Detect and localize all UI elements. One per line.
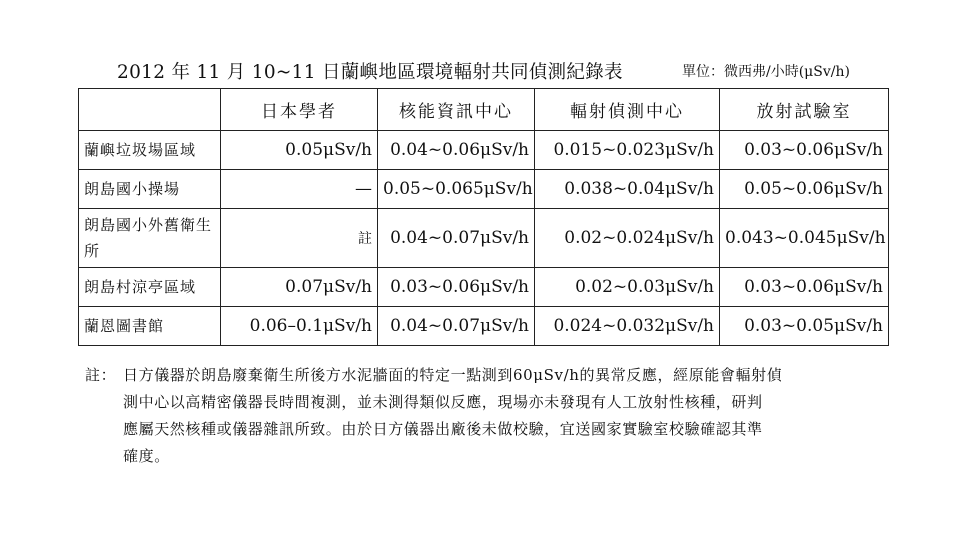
cell-value: 0.038~0.04μSv/h: [535, 170, 720, 209]
cell-value: 0.03~0.06μSv/h: [720, 268, 889, 307]
footnote-line: 應屬天然核種或儀器雜訊所致。由於日方儀器出廠後未做校驗，宜送國家實驗室校驗確認其準: [123, 420, 763, 438]
cell-value: 0.03~0.06μSv/h: [720, 131, 889, 170]
cell-value: 0.06–0.1μSv/h: [221, 307, 378, 346]
cell-value: 0.03~0.05μSv/h: [720, 307, 889, 346]
cell-value: —: [221, 170, 378, 209]
footnote-line: 確度。: [123, 447, 170, 465]
cell-value: 0.04~0.07μSv/h: [378, 209, 535, 268]
footnote-body: [123, 362, 883, 470]
cell-value: 0.04~0.06μSv/h: [378, 131, 535, 170]
cell-value: 0.03~0.06μSv/h: [378, 268, 535, 307]
cell-value: 0.043~0.045μSv/h: [720, 209, 889, 268]
header-nuclear-info-center: 核能資訊中心: [378, 89, 535, 131]
table-row: [79, 307, 889, 346]
row-location: 朗島國小操場: [79, 170, 221, 209]
header-corner: [79, 89, 221, 131]
footnote-line: 日方儀器於朗島廢棄衛生所後方水泥牆面的特定一點測到60μSv/h的異常反應，經原能會輻射偵: [123, 366, 783, 384]
header-radiation-lab: 放射試驗室: [720, 89, 889, 131]
radiation-table: [78, 88, 889, 346]
table-row: [79, 131, 889, 170]
table-row: [79, 268, 889, 307]
table-row: [79, 170, 889, 209]
document-title: 2012 年 11 月 10~11 日蘭嶼地區環境輻射共同偵測紀錄表: [117, 62, 623, 83]
row-location: 朗島村涼亭區域: [79, 268, 221, 307]
cell-value: 0.04~0.07μSv/h: [378, 307, 535, 346]
row-location: 蘭嶼垃圾場區域: [79, 131, 221, 170]
cell-note-ref: 註: [221, 209, 378, 268]
header-radiation-monitoring-center: 輻射偵測中心: [535, 89, 720, 131]
footnote-line: 測中心以高精密儀器長時間複測，並未測得類似反應，現場亦未發現有人工放射性核種，研判: [123, 393, 763, 411]
unit-label: 單位：微西弗/小時(μSv/h): [682, 64, 850, 80]
row-location: 朗島國小外舊衛生所: [79, 209, 221, 268]
cell-value: 0.05~0.06μSv/h: [720, 170, 889, 209]
cell-value: 0.024~0.032μSv/h: [535, 307, 720, 346]
header-japanese-scholar: 日本學者: [221, 89, 378, 131]
row-location: 蘭恩圖書館: [79, 307, 221, 346]
table-row: [79, 209, 889, 268]
cell-value: 0.02~0.03μSv/h: [535, 268, 720, 307]
cell-value: 0.015~0.023μSv/h: [535, 131, 720, 170]
cell-value: 0.07μSv/h: [221, 268, 378, 307]
cell-value: 0.05μSv/h: [221, 131, 378, 170]
footnote-mark: 註：: [85, 366, 117, 384]
cell-value: 0.02~0.024μSv/h: [535, 209, 720, 268]
table-header-row: [79, 89, 889, 131]
cell-value: 0.05~0.065μSv/h: [378, 170, 535, 209]
